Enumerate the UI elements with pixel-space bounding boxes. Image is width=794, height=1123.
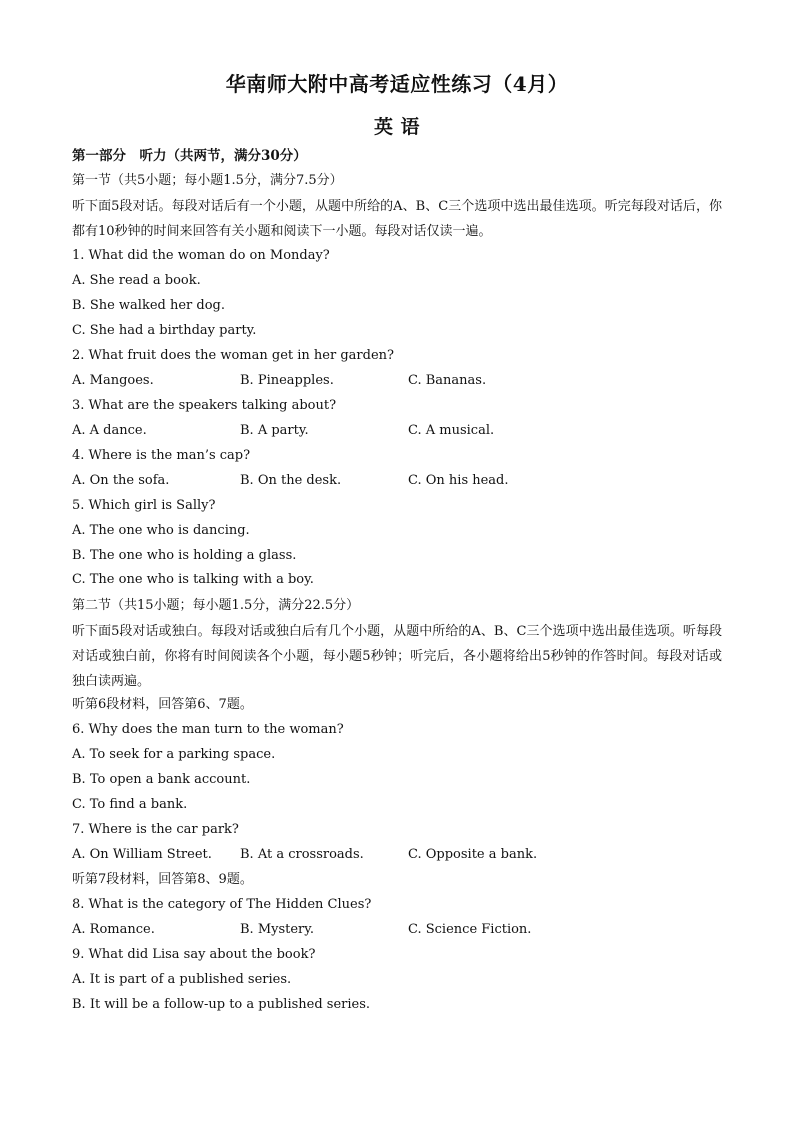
question-2-option-a: A. Mangoes. xyxy=(72,373,154,388)
question-9-stem: 9. What did Lisa say about the book? xyxy=(72,947,316,962)
section1-heading: 第一节（共5小题；每小题1.5分，满分7.5分） xyxy=(72,173,343,188)
question-9-option-b: B. It will be a follow-up to a published series. xyxy=(72,997,371,1012)
section2-instructions: 听下面5段对话或独白。每段对话或独白后有几个小题，从题中所给的A、B、C三个选项中选出最佳选项。听每段对话或独白前，你将有时间阅读各个小题，每小题5秒钟；听完后，各小题将给出5秒钟的作答时间。每段对话或独白读两遍。 xyxy=(72,624,722,689)
question-5-option-b: B. The one who is holding a glass. xyxy=(72,548,297,563)
exam-title: 华南师大附中高考适应性练习（4月） xyxy=(225,72,569,96)
question-7-options xyxy=(72,846,722,864)
question-7-option-b: B. At a crossroads. xyxy=(240,847,364,862)
question-2-option-c: C. Bananas. xyxy=(408,373,487,388)
question-3-stem: 3. What are the speakers talking about? xyxy=(72,398,337,413)
question-6-option-b: B. To open a bank account. xyxy=(72,772,251,787)
question-3-option-b: B. A party. xyxy=(240,423,309,438)
question-6-option-a: A. To seek for a parking space. xyxy=(72,747,276,762)
question-2-options xyxy=(72,372,722,390)
question-1-option-c: C. She had a birthday party. xyxy=(72,323,257,338)
question-4-options xyxy=(72,472,722,490)
question-7-stem: 7. Where is the car park? xyxy=(72,822,239,837)
question-5-stem: 5. Which girl is Sally? xyxy=(72,498,216,513)
question-4-option-c: C. On his head. xyxy=(408,473,509,488)
question-1-option-a: A. She read a book. xyxy=(72,273,201,288)
question-1-option-b: B. She walked her dog. xyxy=(72,298,225,313)
question-3-option-a: A. A dance. xyxy=(72,423,147,438)
material-6-intro: 听第6段材料，回答第6、7题。 xyxy=(72,697,253,712)
question-8-options xyxy=(72,921,722,939)
question-4-stem: 4. Where is the man’s cap? xyxy=(72,448,251,463)
question-3-options xyxy=(72,422,722,440)
question-8-option-b: B. Mystery. xyxy=(240,922,315,937)
part1-heading: 第一部分 听力（共两节，满分30分） xyxy=(72,148,307,164)
material-7-intro: 听第7段材料，回答第8、9题。 xyxy=(72,872,253,887)
question-8-stem: 8. What is the category of The Hidden Clues? xyxy=(72,897,372,912)
question-1-stem: 1. What did the woman do on Monday? xyxy=(72,248,330,263)
question-7-option-a: A. On William Street. xyxy=(72,847,212,862)
section1-instructions: 听下面5段对话。每段对话后有一个小题，从题中所给的A、B、C三个选项中选出最佳选项。听完每段对话后，你都有10秒钟的时间来回答有关小题和阅读下一小题。每段对话仅读一遍。 xyxy=(72,199,722,239)
question-8-option-a: A. Romance. xyxy=(72,922,155,937)
section2-heading: 第二节（共15小题；每小题1.5分，满分22.5分） xyxy=(72,598,360,613)
question-2-stem: 2. What fruit does the woman get in her garden? xyxy=(72,348,394,363)
question-5-option-a: A. The one who is dancing. xyxy=(72,523,250,538)
subject-title: 英 语 xyxy=(373,116,421,138)
question-4-option-a: A. On the sofa. xyxy=(72,473,170,488)
question-2-option-b: B. Pineapples. xyxy=(240,373,334,388)
question-8-option-c: C. Science Fiction. xyxy=(408,922,532,937)
question-7-option-c: C. Opposite a bank. xyxy=(408,847,538,862)
question-6-option-c: C. To find a bank. xyxy=(72,797,188,812)
question-6-stem: 6. Why does the man turn to the woman? xyxy=(72,722,344,737)
question-9-option-a: A. It is part of a published series. xyxy=(72,972,292,987)
question-4-option-b: B. On the desk. xyxy=(240,473,342,488)
question-5-option-c: C. The one who is talking with a boy. xyxy=(72,572,314,587)
question-3-option-c: C. A musical. xyxy=(408,423,495,438)
